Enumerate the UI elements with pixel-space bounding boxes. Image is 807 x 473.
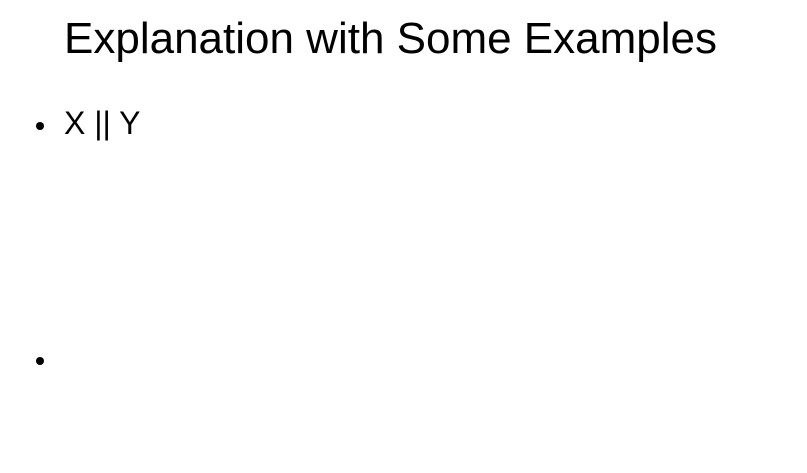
bullet-text: X || Y [64,105,141,141]
bullet-item [36,105,141,141]
bullet-item [36,340,64,376]
bullet-dot-icon [36,122,44,130]
slide-title: Explanation with Some Examples [64,14,717,63]
bullet-dot-icon [36,357,44,365]
